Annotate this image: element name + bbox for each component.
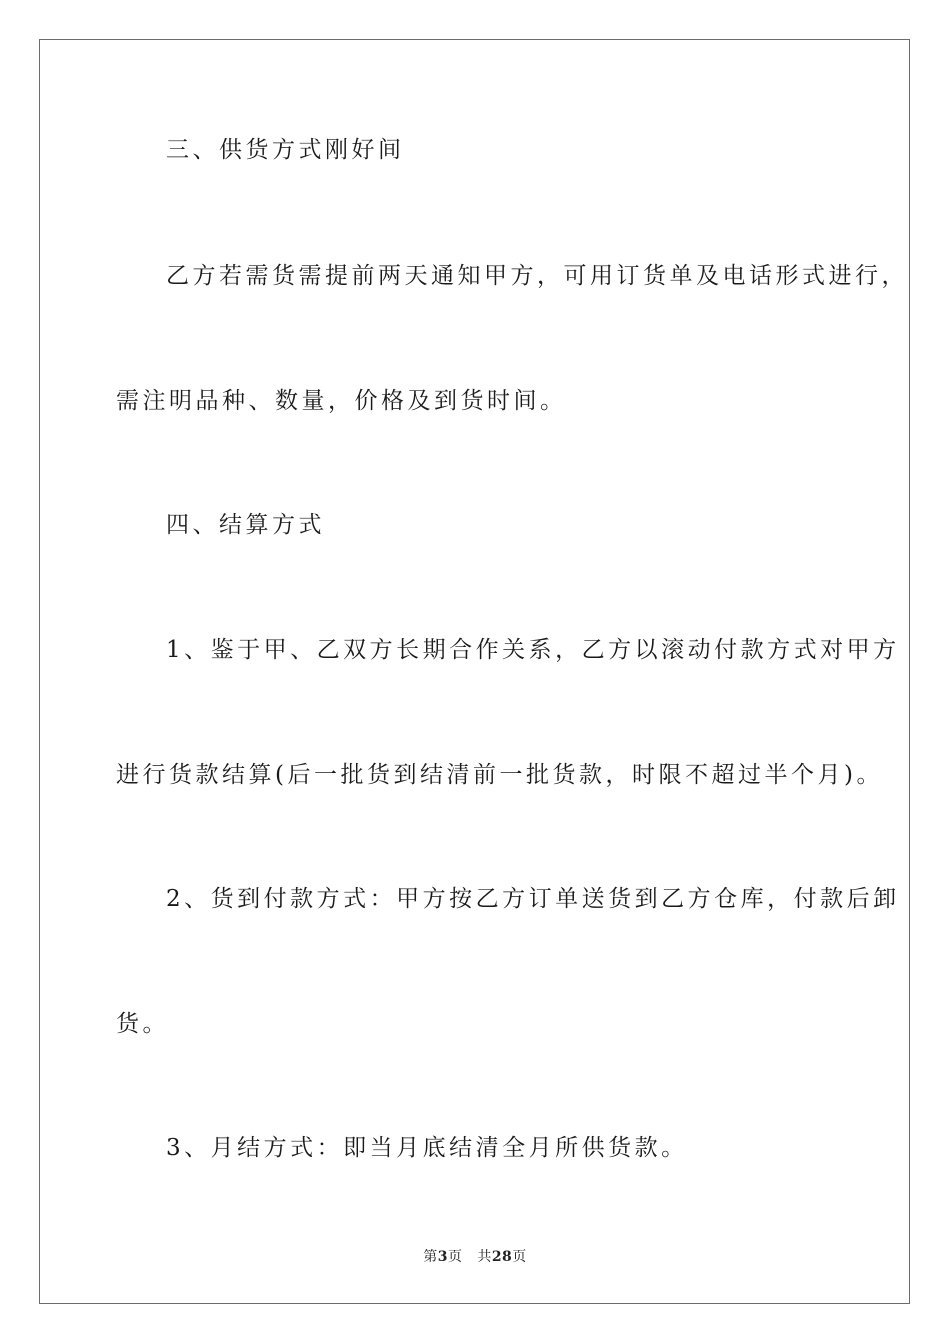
current-page-number: 3 <box>437 1249 448 1265</box>
page-border <box>39 39 910 1304</box>
section-heading-supply-method: 三、供货方式刚好间 <box>166 137 405 163</box>
total-page-count: 28 <box>491 1249 513 1265</box>
paragraph-line: 3、月结方式：即当月底结清全月所供货款。 <box>166 1135 688 1161</box>
paragraph-line: 乙方若需货需提前两天通知甲方，可用订货单及电话形式进行， <box>166 263 908 289</box>
paragraph-line: 1、鉴于甲、乙双方长期合作关系，乙方以滚动付款方式对甲方 <box>166 637 900 663</box>
section-heading-settlement-method: 四、结算方式 <box>166 512 325 538</box>
paragraph-line: 需注明品种、数量，价格及到货时间。 <box>116 388 567 414</box>
paragraph-line: 进行货款结算(后一批货到结清前一批货款，时限不超过半个月)。 <box>116 762 883 788</box>
page-suffix: 页 <box>447 1249 463 1265</box>
total-prefix: 共 <box>477 1249 492 1265</box>
paragraph-line: 货。 <box>116 1011 169 1037</box>
page-prefix: 第 <box>423 1249 438 1265</box>
page-footer <box>0 1248 950 1266</box>
total-suffix: 页 <box>512 1249 527 1265</box>
paragraph-line: 2、货到付款方式：甲方按乙方订单送货到乙方仓库，付款后卸 <box>166 886 900 912</box>
